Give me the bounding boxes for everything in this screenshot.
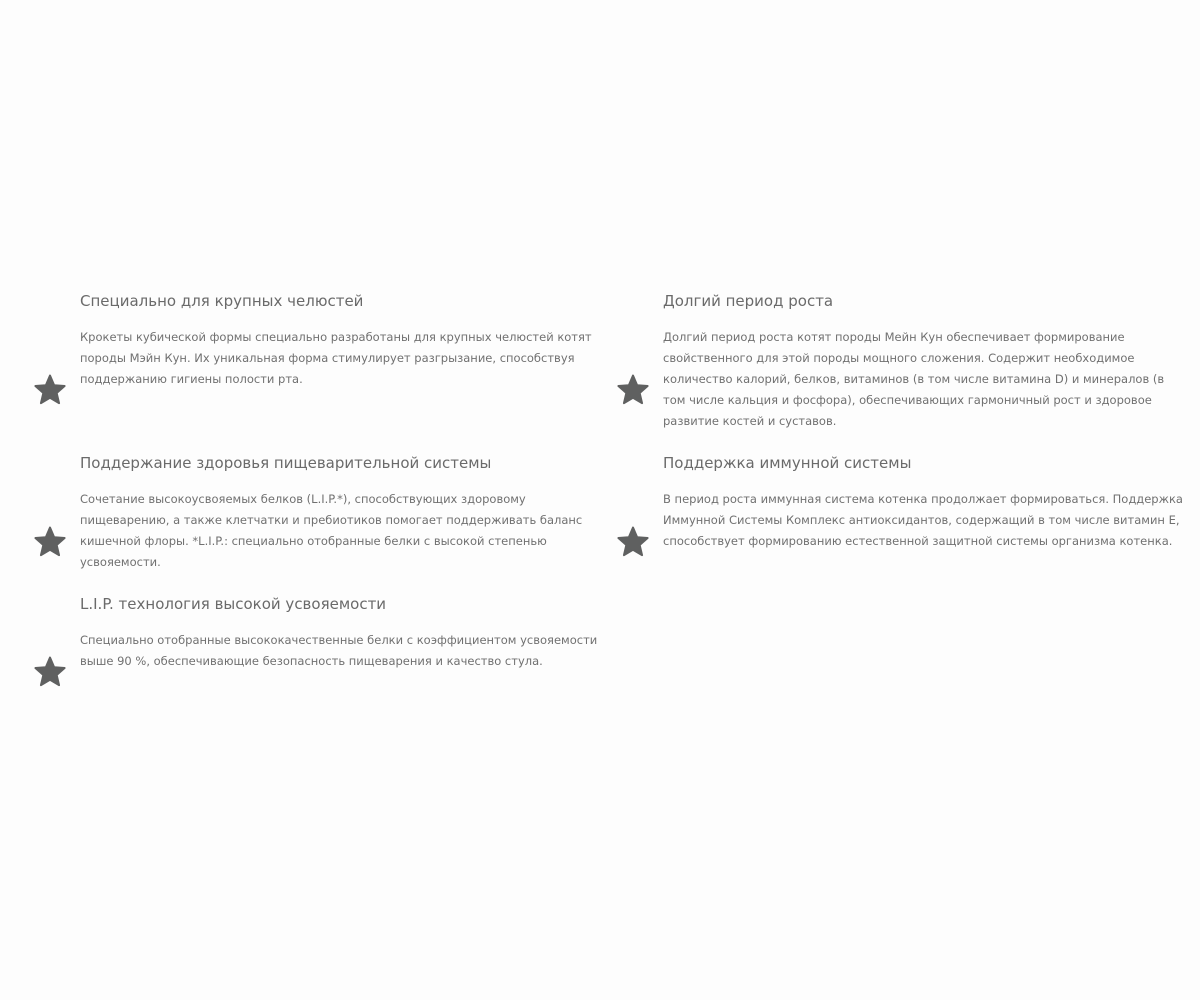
feature-large-jaws (80, 291, 612, 390)
feature-long-growth (663, 291, 1190, 432)
feature-title: L.I.P. технология высокой усвояемости (80, 595, 387, 613)
feature-title: Поддержка иммунной системы (663, 454, 912, 472)
feature-immune-support (663, 453, 1190, 552)
feature-text: В период роста иммунная система котенка продолжает формироваться. Поддержка Иммунной Системы Комплекс антиоксидантов, содержащий в том числе витамин Е, способствует формированию естественной защитной системы организма котенка. (663, 492, 1183, 548)
feature-text: Специально отобранные высококачественные белки с коэффициентом усвояемости выше 90 %, обеспечивающие безопасность пищеварения и качество стула. (80, 633, 598, 668)
feature-text: Крокеты кубической формы специально разработаны для крупных челюстей котят породы Мэйн Кун. Их уникальная форма стимулирует разгрызание, способствуя поддержанию гигиены полости рта. (80, 330, 592, 386)
star-icon (33, 655, 67, 689)
star-icon (616, 525, 650, 559)
feature-title: Долгий период роста (663, 292, 834, 310)
star-icon (616, 373, 650, 407)
star-icon (33, 373, 67, 407)
feature-title: Поддержание здоровья пищеварительной системы (80, 454, 492, 472)
star-icon (33, 525, 67, 559)
feature-text: Сочетание высокоусвояемых белков (L.I.P.*), способствующих здоровому пищеварению, а также клетчатки и пребиотиков помогает поддерживать баланс кишечной флоры. *L.I.P.: специально отобранные белки с высокой степенью усвояемости. (80, 492, 583, 569)
feature-digestive-health (80, 453, 612, 573)
feature-title: Специально для крупных челюстей (80, 292, 364, 310)
feature-lip-technology (80, 594, 612, 672)
feature-text: Долгий период роста котят породы Мейн Кун обеспечивает формирование свойственного для этой породы мощного сложения. Содержит необходимое количество калорий, белков, витаминов (в том числе витамина D) и минералов (в том числе кальция и фосфора), обеспечивающих гармоничный рост и здоровое развитие костей и суставов. (663, 330, 1165, 428)
